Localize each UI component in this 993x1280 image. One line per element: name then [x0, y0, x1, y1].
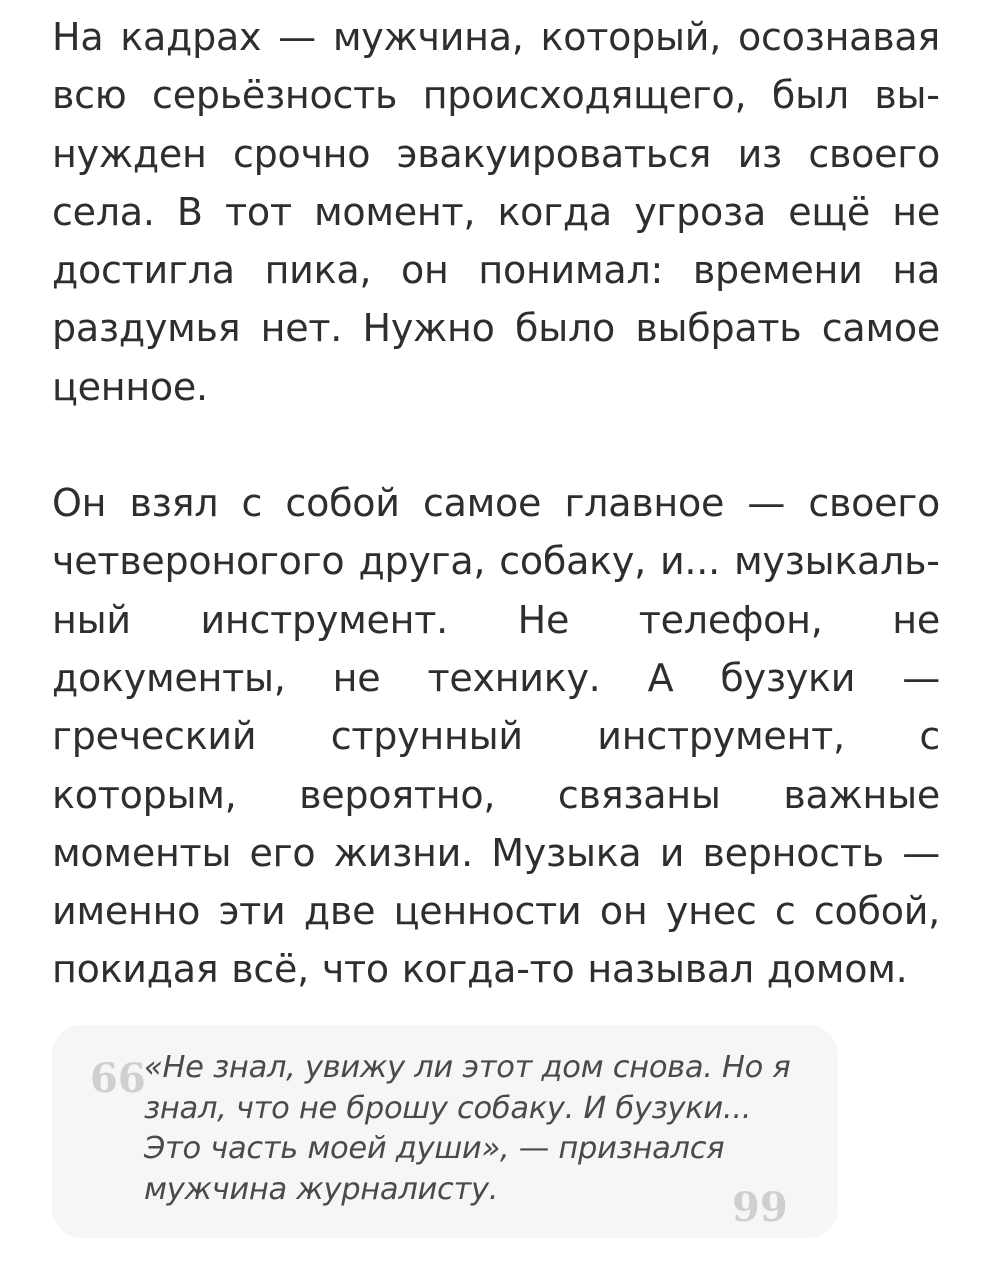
quote-text: «Не знал, увижу ли этот дом снова. Но я знал, что не брошу собаку. И бузуки... Это часть моей души», — признался мужчина журналисту.: [144, 1050, 791, 1207]
article-body: [52, 8, 940, 999]
open-quote-icon: 66: [90, 1055, 146, 1102]
blockquote: [52, 1025, 838, 1238]
article-paragraph: На кадрах — мужчина, который, осознавая всю серьёзность происходящего, был вынужден срочно эвакуироваться из своего села. В тот момент, когда угроза ещё не достигла пика, он понимал: времени на раздумья нет. Нужно было выбрать самое ценное.: [52, 15, 940, 409]
article-paragraph: Он взял с собой самое главное — своего четвероногого друга, собаку, и... музыкальный инструмент. Не телефон, не документы, не технику. А бузуки — греческий струнный инструмент, с которым, вероятно, связаны важные моменты его жизни. Музыка и верность — именно эти две ценности он унес с собой, покидая всё, что когда-то называл домом.: [52, 481, 940, 992]
close-quote-icon: 99: [732, 1184, 788, 1231]
